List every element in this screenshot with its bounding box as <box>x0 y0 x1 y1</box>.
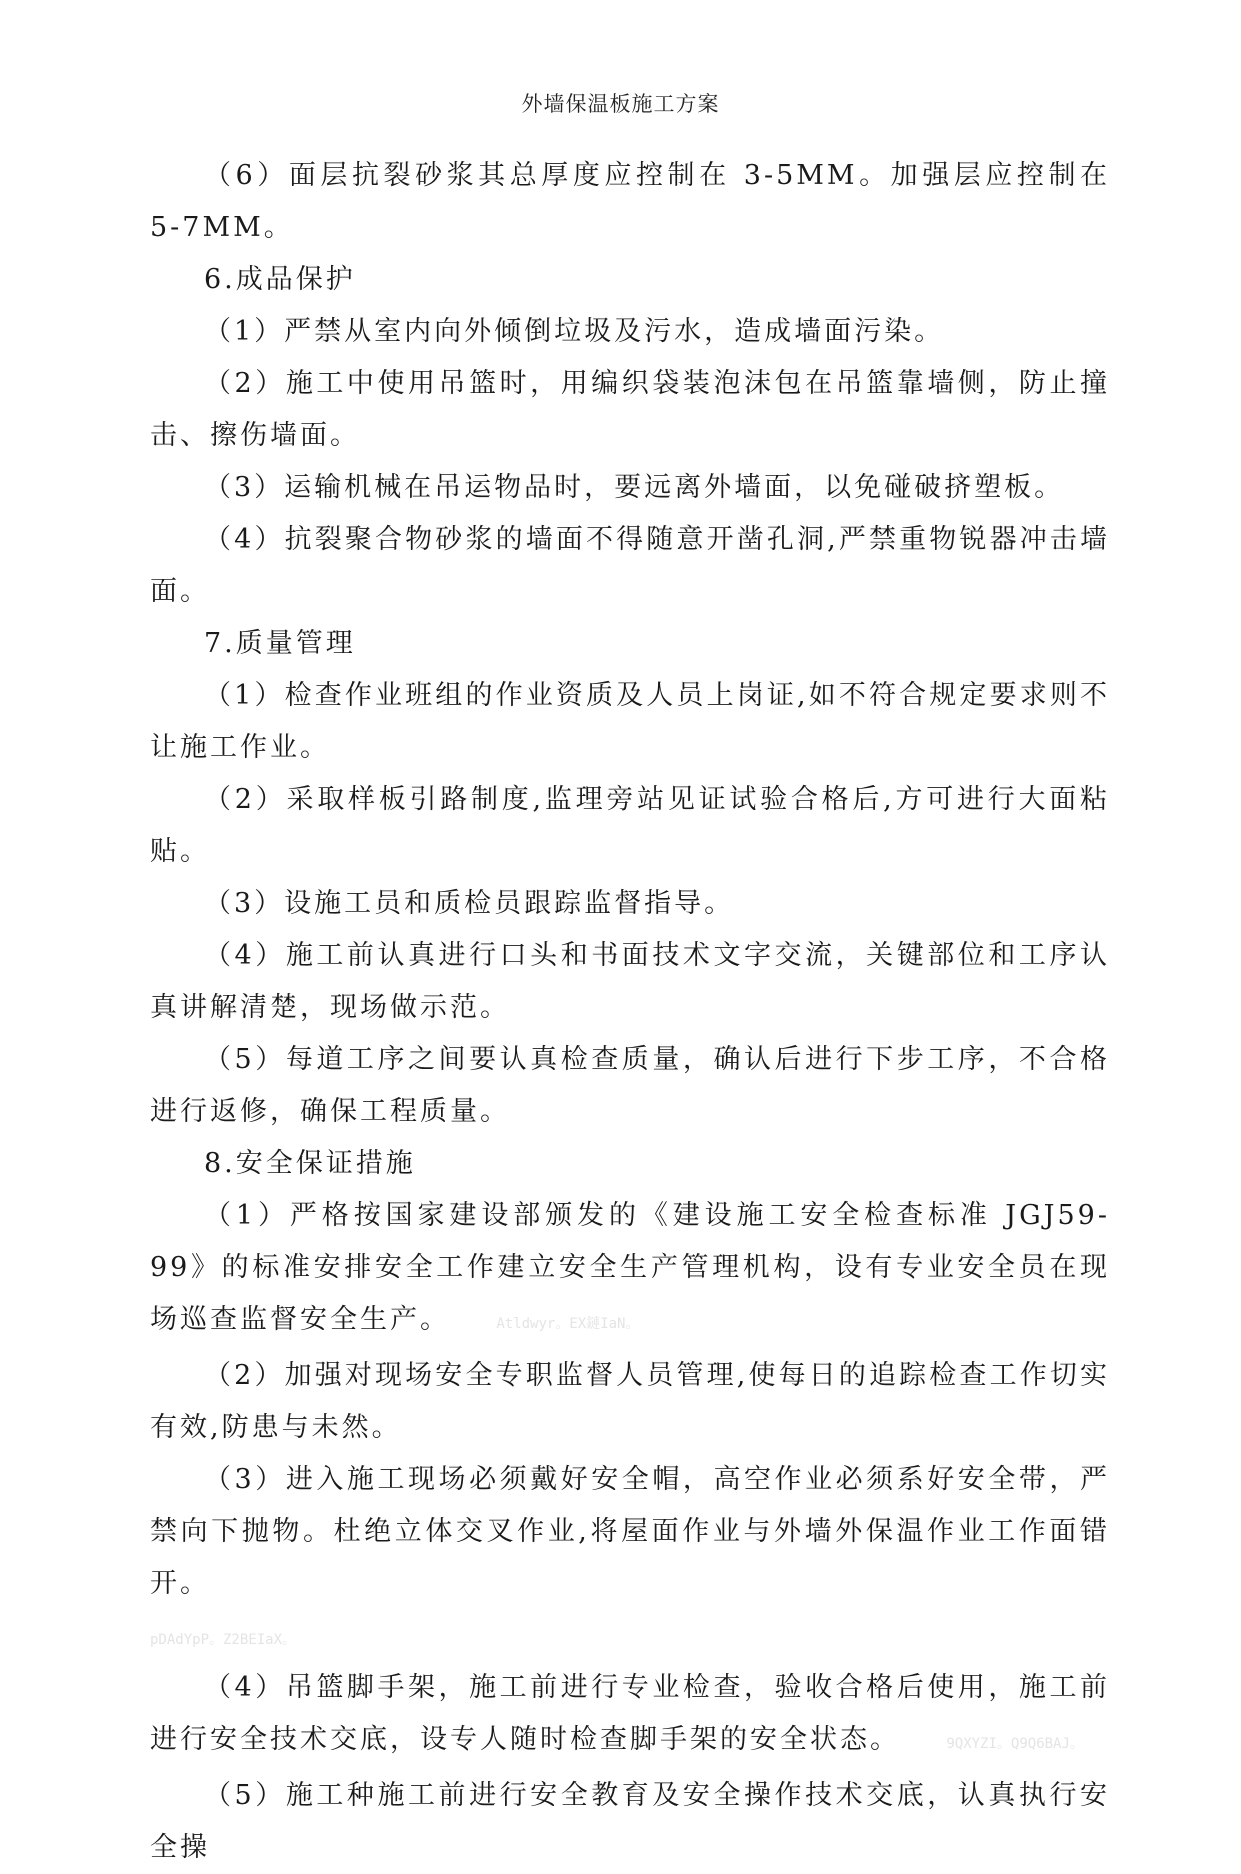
paragraph-safety-3: （3）进入施工现场必须戴好安全帽，高空作业必须系好安全带，严禁向下抛物。杜绝立体交叉作业,将屋面作业与外墙外保温作业工作面错开。 <box>150 1464 1110 1599</box>
paragraph-safety-1-text: （1）严格按国家建设部颁发的《建设施工安全检查标准 JGJ59-99》的标准安排安全工作建立安全生产管理机构，设有专业安全员在现场巡查监督安全生产。 <box>150 1200 1110 1335</box>
faint-watermark-text-1: Atldwyr。EX鏈IaN。 <box>496 1316 640 1332</box>
paragraph-6-surface-mortar: （6）面层抗裂砂浆其总厚度应控制在 3-5MM。加强层应控制在 5-7MM。 <box>150 160 1110 243</box>
paragraph-protection-3: （3）运输机械在吊运物品时，要远离外墙面，以免碰破挤塑板。 <box>204 472 1065 503</box>
paragraph-quality-3: （3）设施工员和质检员跟踪监督指导。 <box>204 888 735 919</box>
page-header-title: 外墙保温板施工方案 <box>521 92 720 116</box>
paragraph-protection-1: （1）严禁从室内向外倾倒垃圾及污水，造成墙面污染。 <box>204 316 945 347</box>
faint-watermark-text-3: 9QXYZI。Q9Q6BAJ。 <box>946 1736 1084 1752</box>
section-heading-finished-product-protection: 6.成品保护 <box>204 264 356 295</box>
paragraph-safety-5: （5）施工种施工前进行安全教育及安全操作技术交底，认真执行安全操 <box>150 1780 1110 1863</box>
paragraph-quality-5: （5）每道工序之间要认真检查质量，确认后进行下步工序，不合格进行返修，确保工程质量。 <box>150 1044 1110 1127</box>
paragraph-quality-1: （1）检查作业班组的作业资质及人员上岗证,如不符合规定要求则不让施工作业。 <box>150 680 1110 763</box>
paragraph-protection-4: （4）抗裂聚合物砂浆的墙面不得随意开凿孔洞,严禁重物锐器冲击墙面。 <box>150 524 1110 607</box>
paragraph-quality-4: （4）施工前认真进行口头和书面技术文字交流，关键部位和工序认真讲解清楚，现场做示范。 <box>150 940 1110 1023</box>
paragraph-quality-2: （2）采取样板引路制度,监理旁站见证试验合格后,方可进行大面粘贴。 <box>150 784 1110 867</box>
section-heading-quality-management: 7.质量管理 <box>204 628 356 659</box>
faint-watermark-line-2 <box>150 1610 1110 1662</box>
faint-watermark-text-2: pDAdYpP。Z2BEIaX。 <box>150 1632 297 1648</box>
section-heading-safety-measures: 8.安全保证措施 <box>204 1148 416 1179</box>
paragraph-safety-1 <box>150 1190 1110 1350</box>
document-body <box>150 150 1110 1874</box>
paragraph-safety-4-text: （4）吊篮脚手架，施工前进行专业检查，验收合格后使用，施工前进行安全技术交底，设专人随时检查脚手架的安全状态。 <box>150 1672 1110 1755</box>
paragraph-protection-2: （2）施工中使用吊篮时，用编织袋装泡沫包在吊篮靠墙侧，防止撞击、擦伤墙面。 <box>150 368 1110 451</box>
paragraph-safety-2: （2）加强对现场安全专职监督人员管理,使每日的追踪检查工作切实有效,防患与未然。 <box>150 1360 1110 1443</box>
